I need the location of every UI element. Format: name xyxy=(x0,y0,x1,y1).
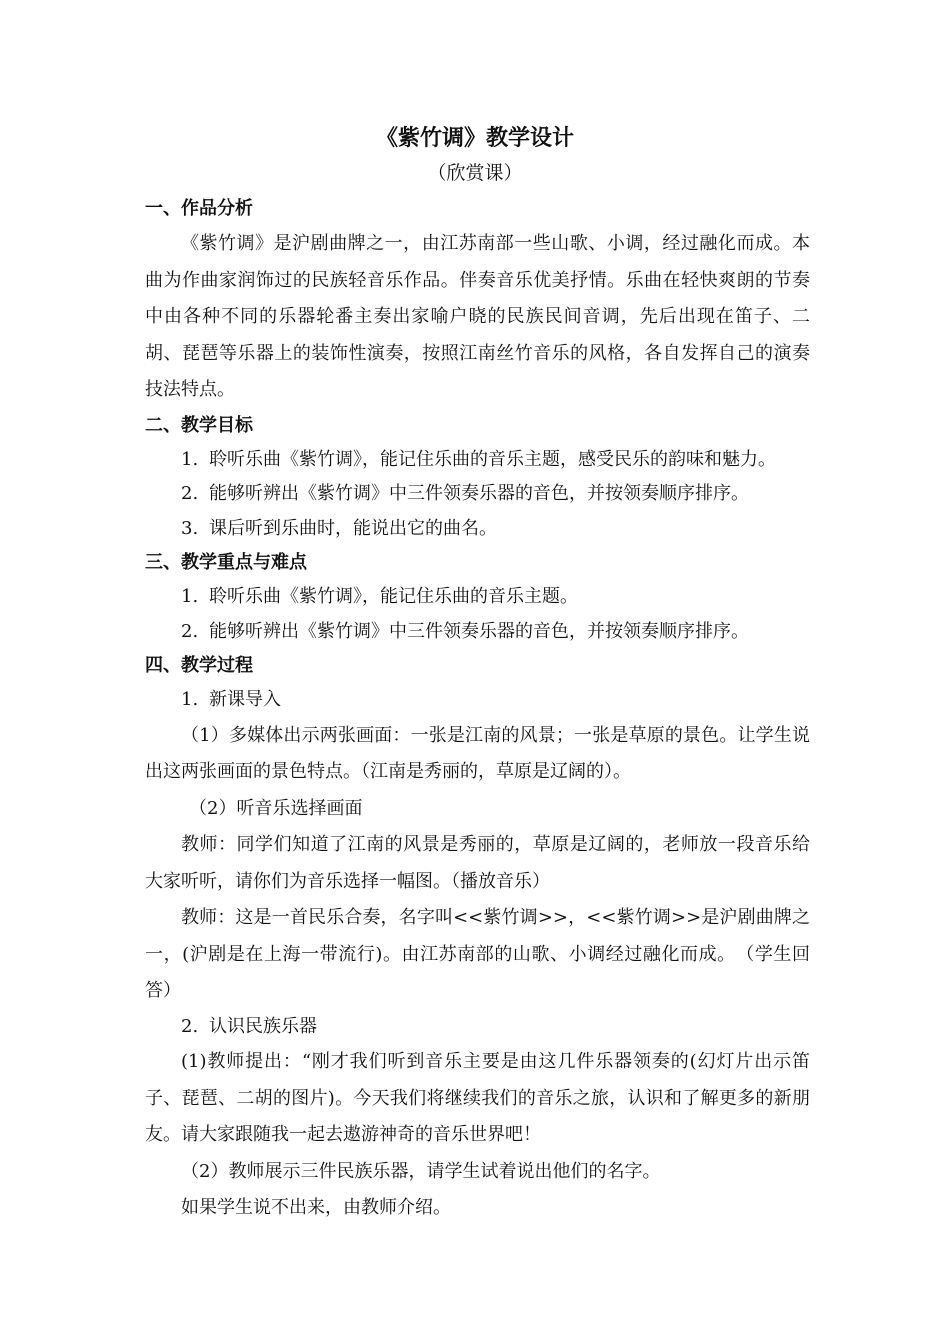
item-text: 认识民族乐器 xyxy=(209,1015,317,1037)
objective-item xyxy=(145,443,810,478)
analysis-paragraph: 《紫竹调》是沪剧曲牌之一，由江苏南部一些山歌、小调，经过融化而成。本曲为作曲家润饰过的民族轻音乐作品。伴奏音乐优美抒情。乐曲在轻快爽朗的节奏中由各种不同的乐器轮番主奏出家喻户晓的民族民间音调，先后出现在笛子、二胡、琵琶等乐器上的装饰性演奏，按照江南丝竹音乐的风格，各自发挥自己的演奏技法特点。 xyxy=(145,233,810,400)
process-paragraph: （2）听音乐选择画面 xyxy=(189,797,363,819)
process-paragraph: 教师：这是一首民乐合奏，名字叫<<紫竹调>>，<<紫竹调>>是沪剧曲牌之一，(沪剧是在上海一带流行)。由江苏南部的山歌、小调经过融化而成。 （学生回答） xyxy=(145,907,810,1001)
section-heading-key-points: 三、教学重点与难点 xyxy=(145,552,307,573)
key-point-item xyxy=(145,580,810,615)
process-paragraph: 如果学生说不出来，由教师介绍。 xyxy=(181,1197,451,1218)
item-text: 聆听乐曲《紫竹调》，能记住乐曲的音乐主题，感受民乐的韵味和魅力。 xyxy=(209,448,776,470)
document-subtitle: （欣赏课） xyxy=(427,162,523,184)
process-paragraph: 教师：同学们知道了江南的风景是秀丽的，草原是辽阔的，老师放一段音乐给大家听听，请你们为音乐选择一幅图。（播放音乐） xyxy=(145,834,810,892)
item-number: 2. xyxy=(181,1015,199,1037)
item-text: 课后听到乐曲时，能说出它的曲名。 xyxy=(209,517,497,539)
item-number: 2. xyxy=(181,483,199,504)
item-text: 能够听辨出《紫竹调》中三件领奏乐器的音色，并按领奏顺序排序。 xyxy=(209,483,749,504)
section-heading-process: 四、教学过程 xyxy=(145,655,253,676)
item-number: 3. xyxy=(181,517,199,539)
objective-item xyxy=(145,512,810,547)
key-point-item xyxy=(145,615,810,650)
section-heading-objectives: 二、教学目标 xyxy=(145,414,253,436)
item-number: 2. xyxy=(181,620,199,642)
section-heading-analysis: 一、作品分析 xyxy=(145,198,253,219)
item-number: 1. xyxy=(181,586,199,607)
process-paragraph: （1）多媒体出示两张画面：一张是江南的风景；一张是草原的景色。让学生说出这两张画面的景色特点。（江南是秀丽的，草原是辽阔的）。 xyxy=(145,724,810,782)
document-title: 《紫竹调》教学设计 xyxy=(375,125,574,151)
document-body xyxy=(145,192,810,1227)
objective-item xyxy=(145,477,810,512)
item-text: 聆听乐曲《紫竹调》，能记住乐曲的音乐主题。 xyxy=(209,586,578,607)
item-text: 能够听辨出《紫竹调》中三件领奏乐器的音色，并按领奏顺序排序。 xyxy=(209,620,749,642)
item-number: 1. xyxy=(181,448,199,470)
process-paragraph: (1)教师提出：“刚才我们听到音乐主要是由这几件乐器领奏的(幻灯片出示笛子、琵琶、二胡的图片)。今天我们将继续我们的音乐之旅，认识和了解更多的新朋友。请大家跟随我一起去遨游神奇的音乐世界吧！ xyxy=(145,1051,810,1145)
process-step-heading xyxy=(145,683,810,718)
process-paragraph: （2）教师展示三件民族乐器，请学生试着说出他们的名字。 xyxy=(181,1160,661,1182)
process-step-heading xyxy=(145,1010,810,1045)
item-number: 1. xyxy=(181,689,199,710)
item-text: 新课导入 xyxy=(209,689,281,710)
